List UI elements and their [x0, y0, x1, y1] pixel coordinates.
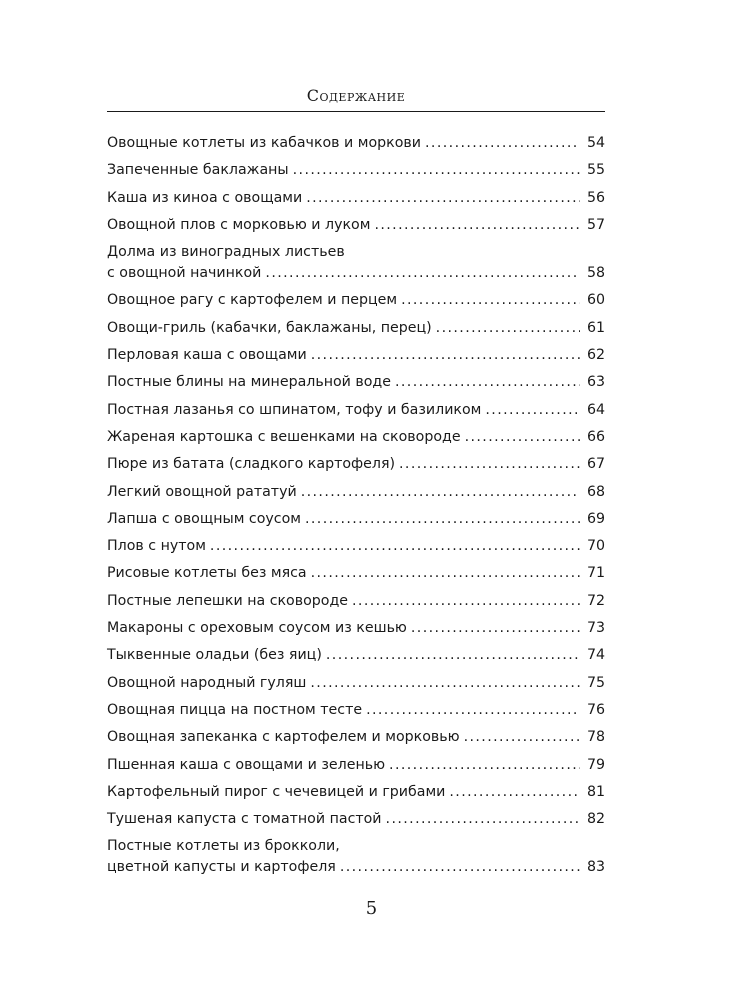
dot-leader — [210, 536, 580, 557]
toc-entry[interactable] — [107, 345, 605, 366]
toc-entry-line — [107, 563, 605, 584]
toc-entry[interactable] — [107, 454, 605, 475]
toc-entry-title: Пюре из батата (сладкого картофеля) — [107, 456, 396, 473]
toc-entry[interactable] — [107, 700, 605, 721]
toc-entry-page: 82 — [586, 811, 605, 828]
toc-entry-title: Перловая каша с овощами — [107, 347, 307, 364]
toc-entry-line — [107, 482, 605, 503]
toc-entry-title: Овощной плов с морковью и луком — [107, 216, 371, 233]
dot-leader — [401, 290, 580, 311]
toc-entry-line — [107, 618, 605, 639]
toc-entry-title: Тыквенные оладьи (без яиц) — [107, 647, 322, 664]
dot-leader — [436, 318, 580, 339]
toc-entry-title: цветной капусты и картофеля — [107, 859, 336, 876]
dot-leader — [310, 673, 580, 694]
toc-entry[interactable] — [107, 591, 605, 612]
toc-entry-title: Постные блины на минеральной воде — [107, 374, 391, 391]
toc-entry-page: 64 — [586, 401, 605, 418]
toc-entry-page: 62 — [586, 347, 605, 364]
dot-leader — [305, 509, 580, 530]
toc-entry-line — [107, 133, 605, 154]
dot-leader — [485, 400, 580, 421]
toc-entry-title: Жареная картошка с вешенками на сковороде — [107, 428, 461, 445]
toc-entry-page: 75 — [586, 674, 605, 691]
toc-entry-line — [107, 263, 605, 284]
toc-entry-line — [107, 372, 605, 393]
toc-entry[interactable] — [107, 160, 605, 181]
toc-entry[interactable] — [107, 215, 605, 236]
toc-entry-page: 72 — [586, 592, 605, 609]
toc-entry-page: 79 — [586, 756, 605, 773]
toc-entry-line — [107, 345, 605, 366]
toc-entry-title: Овощное рагу с картофелем и перцем — [107, 292, 398, 309]
dot-leader — [465, 427, 580, 448]
toc-entry-page: 54 — [586, 135, 605, 151]
toc-entry-page: 66 — [586, 428, 605, 445]
toc-entry-line — [107, 427, 605, 448]
toc-entry-line — [107, 215, 605, 236]
toc-entry-line — [107, 591, 605, 612]
dot-leader — [326, 645, 580, 666]
toc-entry-line — [107, 755, 605, 776]
dot-leader — [265, 263, 580, 284]
toc-entry[interactable] — [107, 536, 605, 557]
toc-entry-title: Запеченные баклажаны — [107, 162, 289, 179]
page-number: 5 — [365, 898, 378, 919]
toc-entry-page: 76 — [586, 701, 605, 718]
toc-entry-title: Лапша с овощным соусом — [107, 510, 301, 527]
toc-entry-page: 58 — [586, 265, 605, 282]
toc-entry-title: Овощная запеканка с картофелем и морковью — [107, 729, 460, 746]
toc-entry-line — [107, 645, 605, 666]
toc-entry-title: Овощная пицца на постном тесте — [107, 701, 363, 718]
dot-leader — [340, 857, 580, 878]
toc-entry[interactable] — [107, 372, 605, 393]
toc-entry[interactable] — [107, 509, 605, 530]
toc-entry[interactable] — [107, 755, 605, 776]
toc-entry-title: Постные лепешки на сковороде — [107, 592, 349, 609]
dot-leader — [311, 563, 580, 584]
toc-entry-line — [107, 536, 605, 557]
toc-entry-page: 61 — [586, 319, 605, 336]
toc-entry[interactable] — [107, 133, 605, 154]
dot-leader — [386, 809, 580, 830]
dot-leader — [352, 591, 580, 612]
dot-leader — [311, 345, 580, 366]
toc-entry-page: 83 — [586, 859, 605, 876]
toc-entry-line — [107, 857, 605, 878]
table-of-contents — [107, 133, 605, 885]
toc-entry-page: 57 — [586, 216, 605, 233]
toc-entry-line — [107, 700, 605, 721]
dot-leader — [366, 700, 580, 721]
toc-entry-line — [107, 809, 605, 830]
dot-leader — [374, 215, 580, 236]
toc-entry-line — [107, 400, 605, 421]
toc-entry[interactable] — [107, 290, 605, 311]
toc-entry-title: Тушеная капуста с томатной пастой — [107, 811, 382, 828]
toc-entry-title-line: Постные котлеты из брокколи, — [107, 838, 340, 855]
toc-entry-line — [107, 290, 605, 311]
toc-entry-page: 74 — [586, 647, 605, 664]
toc-entry-title: Пшенная каша с овощами и зеленью — [107, 756, 386, 773]
toc-entry-title: Каша из киноа с овощами — [107, 189, 303, 206]
toc-entry-title: Плов с нутом — [107, 538, 206, 555]
dot-leader — [395, 372, 580, 393]
toc-entry[interactable] — [107, 242, 605, 284]
toc-entry-page: 69 — [586, 510, 605, 527]
toc-entry-title: Рисовые котлеты без мяса — [107, 565, 307, 582]
toc-entry-page: 78 — [586, 729, 605, 746]
toc-entry[interactable] — [107, 618, 605, 639]
dot-leader — [425, 133, 580, 154]
toc-entry-page: 70 — [586, 538, 605, 555]
toc-entry[interactable] — [107, 563, 605, 584]
toc-entry-line — [107, 727, 605, 748]
toc-entry-line — [107, 673, 605, 694]
toc-entry-title: Овощные котлеты из кабачков и моркови — [107, 135, 422, 151]
toc-entry[interactable] — [107, 727, 605, 748]
toc-entry-title: с овощной начинкой — [107, 265, 262, 282]
toc-entry-line — [107, 454, 605, 475]
toc-entry[interactable] — [107, 482, 605, 503]
toc-entry-title: Картофельный пирог с чечевицей и грибами — [107, 783, 446, 800]
dot-leader — [449, 782, 580, 803]
toc-entry[interactable] — [107, 318, 605, 339]
toc-entry-line — [107, 782, 605, 803]
toc-entry-page: 63 — [586, 374, 605, 391]
toc-entry-page: 55 — [586, 162, 605, 179]
toc-entry-page: 81 — [586, 783, 605, 800]
toc-entry-page: 67 — [586, 456, 605, 473]
toc-entry[interactable] — [107, 673, 605, 694]
page-title: Содержание — [306, 86, 406, 105]
toc-entry-title: Постная лазанья со шпинатом, тофу и базиликом — [107, 401, 482, 418]
toc-entry-page: 68 — [586, 483, 605, 500]
toc-entry[interactable] — [107, 400, 605, 421]
header-rule — [107, 111, 605, 112]
toc-entry[interactable] — [107, 427, 605, 448]
toc-entry-line — [107, 509, 605, 530]
toc-entry[interactable] — [107, 836, 605, 878]
dot-leader — [306, 188, 580, 209]
dot-leader — [464, 727, 580, 748]
dot-leader — [301, 482, 580, 503]
toc-entry[interactable] — [107, 645, 605, 666]
toc-entry[interactable] — [107, 809, 605, 830]
toc-entry-title: Легкий овощной рататуй — [107, 483, 297, 500]
toc-entry[interactable] — [107, 782, 605, 803]
toc-entry-title-line: Долма из виноградных листьев — [107, 244, 345, 261]
toc-entry-line — [107, 188, 605, 209]
dot-leader — [293, 160, 580, 181]
toc-entry-line — [107, 160, 605, 181]
toc-entry[interactable] — [107, 188, 605, 209]
toc-entry-line — [107, 318, 605, 339]
toc-entry-page: 73 — [586, 620, 605, 637]
dot-leader — [399, 454, 580, 475]
toc-entry-title: Овощи-гриль (кабачки, баклажаны, перец) — [107, 319, 432, 336]
toc-entry-page: 56 — [586, 189, 605, 206]
toc-entry-page: 60 — [586, 292, 605, 309]
toc-entry-title: Овощной народный гуляш — [107, 674, 307, 691]
toc-entry-page: 71 — [586, 565, 605, 582]
toc-entry-title: Макароны с ореховым соусом из кешью — [107, 620, 407, 637]
dot-leader — [389, 755, 580, 776]
dot-leader — [411, 618, 580, 639]
